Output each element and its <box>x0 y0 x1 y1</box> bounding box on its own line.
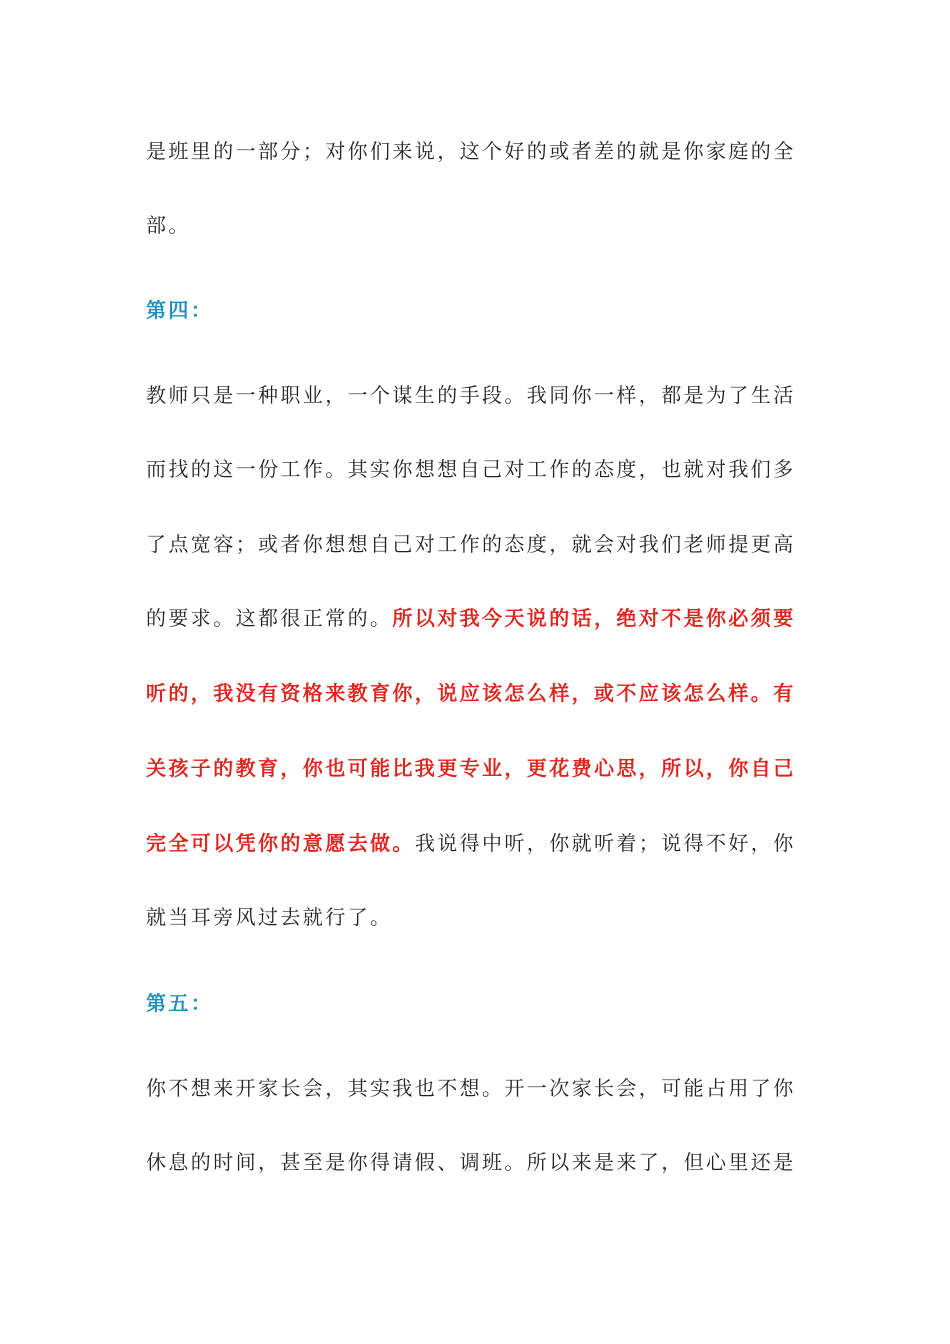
text-segment: 你不想来开家长会，其实我也不想。开一次家长会，可能占用了你 <box>146 1076 796 1100</box>
emphasis-segment: 听的，我没有资格来教育你，说应该怎么样，或不应该怎么样。有 <box>146 681 796 705</box>
text-line <box>146 902 806 932</box>
text-segment: 的要求。这都很正常的。 <box>146 606 393 630</box>
emphasis-segment: 关孩子的教育，你也可能比我更专业，更花费心思，所以，你自己 <box>146 756 796 780</box>
text-segment: 我说得中听，你就听着；说得不好，你 <box>414 831 796 855</box>
heading-text: 第四： <box>146 298 214 322</box>
emphasis-segment: 完全可以凭你的意愿去做。 <box>146 831 415 855</box>
text-segment: 是班里的一部分；对你们来说，这个好的或者差的就是你家庭的全 <box>146 139 796 163</box>
text-segment: 而找的这一份工作。其实你想想自己对工作的态度，也就对我们多 <box>146 457 796 481</box>
text-line <box>146 210 806 240</box>
text-line <box>146 753 806 783</box>
heading-text: 第五： <box>146 991 214 1015</box>
text-line <box>146 1147 806 1177</box>
text-line <box>146 603 806 633</box>
text-segment: 了点宽容；或者你想想自己对工作的态度，就会对我们老师提更高 <box>146 532 796 556</box>
text-line <box>146 1073 806 1103</box>
emphasis-segment: 所以对我今天说的话，绝对不是你必须要 <box>392 606 796 630</box>
text-line <box>146 380 806 410</box>
text-segment: 就当耳旁风过去就行了。 <box>146 905 393 929</box>
text-line <box>146 136 806 166</box>
section-heading-5 <box>146 988 806 1018</box>
text-segment: 部。 <box>146 213 191 237</box>
text-segment: 休息的时间，甚至是你得请假、调班。所以来是来了，但心里还是 <box>146 1150 796 1174</box>
text-line <box>146 529 806 559</box>
text-line <box>146 678 806 708</box>
text-segment: 教师只是一种职业，一个谋生的手段。我同你一样，都是为了生活 <box>146 383 796 407</box>
section-heading-4 <box>146 295 806 325</box>
text-line <box>146 454 806 484</box>
text-line <box>146 828 806 858</box>
